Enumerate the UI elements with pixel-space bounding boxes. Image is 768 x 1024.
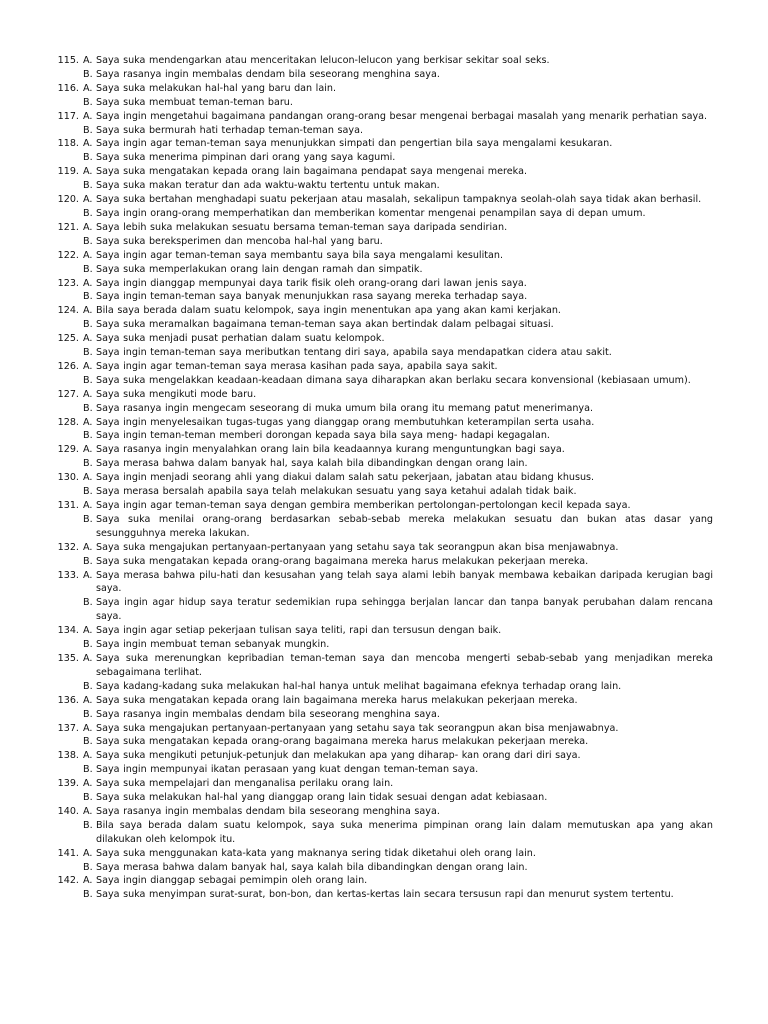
item-number: 132. [57,541,79,553]
item-number: 122. [57,249,79,261]
statement-text: Saya ingin mengetahui bagaimana pandangan orang-orang besar mengenai berbagai masalah yang menarik perhatian saya. [96,110,708,122]
item-number: 124. [57,305,79,317]
option-letter: B. [83,861,93,873]
statement-text: Saya suka menggunakan kata-kata yang maknanya sering tidak diketahui oleh orang lain. [96,847,536,859]
statement-text: Saya suka memperlakukan orang lain dengan ramah dan simpatik. [96,263,423,275]
statement-text: Saya ingin agar teman-teman saya menunjukkan simpati dan pengertian bila saya mengalami kesukaran. [96,138,613,150]
statement-a [0,221,768,235]
statement-b [0,429,768,443]
item-number: 134. [57,625,79,637]
statement-text: Saya suka mengajukan pertanyaan-pertanyaan yang setahu saya tak seorangpun akan bisa menjawabnya. [96,541,619,553]
statement-text: Saya suka menerima pimpinan dari orang yang saya kagumi. [96,152,396,164]
option-letter: A. [83,166,93,178]
statement-b [0,680,768,694]
statement-b [0,151,768,165]
option-letter: B. [83,792,93,804]
item-number: 141. [57,847,79,859]
statement-a [0,471,768,485]
option-letter: A. [83,305,93,317]
statement-text: Saya ingin membuat teman sebanyak mungkin. [96,639,330,651]
statement-b [0,96,768,110]
option-letter: A. [83,500,93,511]
option-letter: B. [83,819,93,831]
statement-a [0,443,768,457]
item-number: 139. [57,778,79,790]
statement-text: Saya suka menilai orang-orang berdasarkan sebab-sebab mereka melakukan sesuatu dan bukan atas dasar yang sesungguhnya mereka lakukan. [96,513,713,539]
option-letter: B. [83,486,93,498]
item-number: 130. [57,472,79,484]
option-letter: A. [83,55,93,66]
option-letter: A. [83,360,93,372]
statement-b [0,346,768,360]
option-letter: A. [83,82,93,94]
option-letter: A. [83,875,93,887]
statement-a [0,110,768,124]
statement-text: Bila saya berada dalam suatu kelompok, saya ingin menentukan apa yang akan kami kerjakan. [96,305,561,317]
statement-a [0,165,768,179]
option-letter: A. [83,805,93,817]
item-number: 126. [57,360,79,372]
questionnaire-page [0,54,768,902]
option-letter: A. [83,333,93,345]
statement-text: Saya ingin dianggap sebagai pemimpin oleh orang lain. [96,875,368,887]
item-number: 127. [57,388,79,400]
option-letter: B. [83,555,93,567]
statement-text: Saya suka mengatakan kepada orang lain bagaimana mereka harus melakukan pekerjaan mereka. [96,694,578,706]
statement-text: Saya suka meramalkan bagaimana teman-teman saya akan bertindak dalam pelbagai situasi. [96,319,554,331]
statement-text: Saya ingin teman-teman memberi dorongan kepada saya bila saya meng- hadapi kegagalan. [96,430,550,442]
statement-text: Saya suka mengatakan kepada orang-orang bagaimana mereka harus melakukan pekerjaan mereka. [96,555,589,567]
item-number: 129. [57,444,79,456]
option-letter: A. [83,778,93,790]
statement-a [0,332,768,346]
option-letter: A. [83,221,93,233]
statement-b [0,513,768,541]
statement-a [0,874,768,888]
statement-a [0,249,768,263]
statement-text: Saya kadang-kadang suka melakukan hal-hal hanya untuk melihat bagaimana efeknya terhadap orang lain. [96,680,622,692]
option-letter: B. [83,680,93,692]
option-letter: A. [83,625,93,637]
statement-text: Saya ingin agar teman-teman saya membantu saya bila saya mengalami kesulitan. [96,249,504,261]
option-letter: B. [83,639,93,651]
option-letter: B. [83,458,93,470]
statement-a [0,652,768,680]
statement-text: Saya ingin teman-teman saya banyak menunjukkan rasa sayang mereka terhadap saya. [96,291,528,303]
item-number: 117. [57,110,79,122]
item-number: 128. [57,416,79,428]
statement-b [0,318,768,332]
statement-a [0,137,768,151]
statement-text: Saya suka mendengarkan atau menceritakan lelucon-lelucon yang berkisar sekitar soal seks. [96,55,550,66]
item-number: 118. [57,138,79,150]
statement-text: Saya suka mengajukan pertanyaan-pertanyaan yang setahu saya tak seorangpun akan bisa menjawabnya. [96,722,619,734]
statement-text: Saya suka melakukan hal-hal yang baru dan lain. [96,82,337,94]
statement-text: Saya ingin agar setiap pekerjaan tulisan saya teliti, rapi dan tersusun dengan baik. [96,625,502,637]
statement-b [0,179,768,193]
statement-a [0,749,768,763]
statement-text: Saya merasa bahwa dalam banyak hal, saya kalah bila dibandingkan dengan orang lain. [96,861,528,873]
statement-text: Saya suka bereksperimen dan mencoba hal-hal yang baru. [96,235,383,247]
statement-b [0,791,768,805]
statement-text: Saya merasa bahwa dalam banyak hal, saya kalah bila dibandingkan dengan orang lain. [96,458,528,470]
option-letter: A. [83,569,93,581]
statement-b [0,596,768,624]
option-letter: B. [83,68,93,80]
statement-b [0,485,768,499]
option-letter: A. [83,138,93,150]
statement-text: Saya ingin agar hidup saya teratur sedemikian rupa sehingga berjalan lancar dan tanpa banyak perubahan dalam rencana saya. [96,597,713,623]
statement-text: Saya suka mengikuti mode baru. [96,388,257,400]
statement-a [0,847,768,861]
statement-a [0,388,768,402]
item-number: 140. [57,805,79,817]
statement-text: Saya suka mengelakkan keadaan-keadaan dimana saya diharapkan akan berlaku secara konvensional (kebiasaan umum). [96,374,691,386]
option-letter: B. [83,263,93,275]
statement-text: Saya suka mengikuti petunjuk-petunjuk dan melakukan apa yang diharap- kan orang dari diri saya. [96,750,581,762]
statement-b [0,763,768,777]
option-letter: B. [83,180,93,192]
statement-b [0,235,768,249]
statement-text: Saya rasanya ingin membalas dendam bila seseorang menghina saya. [96,805,440,817]
statement-a [0,569,768,597]
option-letter: B. [83,124,93,136]
statement-text: Saya ingin menjadi seorang ahli yang diakui dalam salah satu pekerjaan, jabatan atau bidang khusus. [96,472,595,484]
statement-a [0,193,768,207]
statement-a [0,624,768,638]
option-letter: B. [83,597,93,609]
statement-text: Saya suka merenungkan kepribadian teman-teman saya dan mencoba mengerti sebab-sebab yang menjadikan mereka sebagaimana terlihat. [96,652,713,678]
statement-text: Saya ingin dianggap mempunyai daya tarik fisik oleh orang-orang dari lawan jenis saya. [96,277,527,289]
statement-text: Saya suka membuat teman-teman baru. [96,96,293,108]
option-letter: B. [83,291,93,303]
item-number: 123. [57,277,79,289]
option-letter: B. [83,374,93,386]
statement-text: Saya suka bermurah hati terhadap teman-teman saya. [96,124,363,136]
item-number: 138. [57,750,79,762]
option-letter: A. [83,388,93,400]
statement-text: Saya ingin agar teman-teman saya dengan gembira memberikan pertolongan-pertolongan kecil kepada saya. [96,500,631,511]
option-letter: A. [83,472,93,484]
statement-text: Saya ingin orang-orang memperhatikan dan memberikan komentar mengenai penampilan saya di depan umum. [96,207,646,219]
statement-a [0,304,768,318]
statement-text: Bila saya berada dalam suatu kelompok, saya suka menerima pimpinan orang lain dalam memutuskan apa yang akan dilakukan oleh kelompok itu. [96,819,713,845]
item-number: 135. [57,652,79,664]
statement-text: Saya suka menyimpan surat-surat, bon-bon, dan kertas-kertas lain secara tersusun rapi dan menurut system tertentu. [96,889,674,901]
item-number: 125. [57,333,79,345]
option-letter: A. [83,847,93,859]
statement-b [0,819,768,847]
statement-a [0,499,768,513]
option-letter: B. [83,708,93,720]
statement-text: Saya ingin agar teman-teman saya merasa kasihan pada saya, apabila saya sakit. [96,360,498,372]
option-letter: A. [83,750,93,762]
option-letter: A. [83,194,93,206]
statement-b [0,207,768,221]
option-letter: A. [83,694,93,706]
option-letter: A. [83,541,93,553]
option-letter: A. [83,722,93,734]
option-letter: A. [83,249,93,261]
statement-text: Saya suka mengatakan kepada orang-orang bagaimana mereka harus melakukan pekerjaan mereka. [96,736,589,748]
statement-text: Saya rasanya ingin membalas dendam bila seseorang menghina saya. [96,708,440,720]
option-letter: A. [83,110,93,122]
statement-text: Saya suka bertahan menghadapi suatu pekerjaan atau masalah, sekalipun tampaknya seolah-olah saya tidak akan berhasil. [96,194,702,206]
option-letter: B. [83,430,93,442]
statement-text: Saya lebih suka melakukan sesuatu bersama teman-teman saya daripada sendirian. [96,221,508,233]
statement-a [0,277,768,291]
statement-a [0,360,768,374]
statement-a [0,777,768,791]
statement-text: Saya suka mempelajari dan menganalisa perilaku orang lain. [96,778,394,790]
statement-text: Saya suka melakukan hal-hal yang dianggap orang lain tidak sesuai dengan adat kebiasaan. [96,792,548,804]
statement-a [0,541,768,555]
statement-a [0,82,768,96]
item-number: 115. [57,55,79,66]
statement-b [0,861,768,875]
option-letter: B. [83,235,93,247]
statement-text: Saya ingin menyelesaikan tugas-tugas yang dianggap orang membutuhkan keterampilan serta usaha. [96,416,595,428]
option-letter: B. [83,764,93,776]
statement-b [0,290,768,304]
statement-b [0,708,768,722]
option-letter: B. [83,402,93,414]
item-number: 116. [57,82,79,94]
statement-b [0,457,768,471]
option-letter: B. [83,319,93,331]
item-number: 119. [57,166,79,178]
statement-text: Saya merasa bersalah apabila saya telah melakukan sesuatu yang saya ketahui adalah tidak baik. [96,486,577,498]
statement-text: Saya rasanya ingin membalas dendam bila seseorang menghina saya. [96,68,440,80]
option-letter: B. [83,96,93,108]
statement-b [0,124,768,138]
option-letter: A. [83,416,93,428]
statement-text: Saya merasa bahwa pilu-hati dan kesusahan yang telah saya alami lebih banyak membawa kebaikan daripada kerugian bagi saya. [96,569,713,595]
item-number: 120. [57,194,79,206]
statement-text: Saya suka makan teratur dan ada waktu-waktu tertentu untuk makan. [96,180,440,192]
option-letter: B. [83,207,93,219]
item-number: 133. [57,569,79,581]
statement-b [0,402,768,416]
statement-text: Saya rasanya ingin menyalahkan orang lain bila keadaannya kurang menguntungkan bagi saya. [96,444,565,456]
statement-a [0,54,768,68]
item-number: 137. [57,722,79,734]
option-letter: B. [83,513,93,525]
statement-b [0,68,768,82]
option-letter: B. [83,152,93,164]
statement-text: Saya suka mengatakan kepada orang lain bagaimana pendapat saya mengenai mereka. [96,166,527,178]
statement-a [0,416,768,430]
option-letter: A. [83,652,93,664]
item-number: 142. [57,875,79,887]
statement-text: Saya ingin mempunyai ikatan perasaan yang kuat dengan teman-teman saya. [96,764,479,776]
statement-a [0,722,768,736]
item-number: 131. [57,500,79,511]
option-letter: B. [83,347,93,359]
statement-b [0,888,768,902]
item-number: 136. [57,694,79,706]
statement-b [0,735,768,749]
statement-text: Saya rasanya ingin mengecam seseorang di muka umum bila orang itu memang patut menerimanya. [96,402,594,414]
statement-b [0,374,768,388]
option-letter: B. [83,889,93,901]
statement-b [0,555,768,569]
option-letter: A. [83,444,93,456]
statement-a [0,694,768,708]
statement-a [0,805,768,819]
item-number: 121. [57,221,79,233]
option-letter: A. [83,277,93,289]
statement-b [0,263,768,277]
statement-b [0,638,768,652]
statement-text: Saya ingin teman-teman saya meributkan tentang diri saya, apabila saya mendapatkan cidera atau sakit. [96,347,612,359]
option-letter: B. [83,736,93,748]
statement-text: Saya suka menjadi pusat perhatian dalam suatu kelompok. [96,333,385,345]
